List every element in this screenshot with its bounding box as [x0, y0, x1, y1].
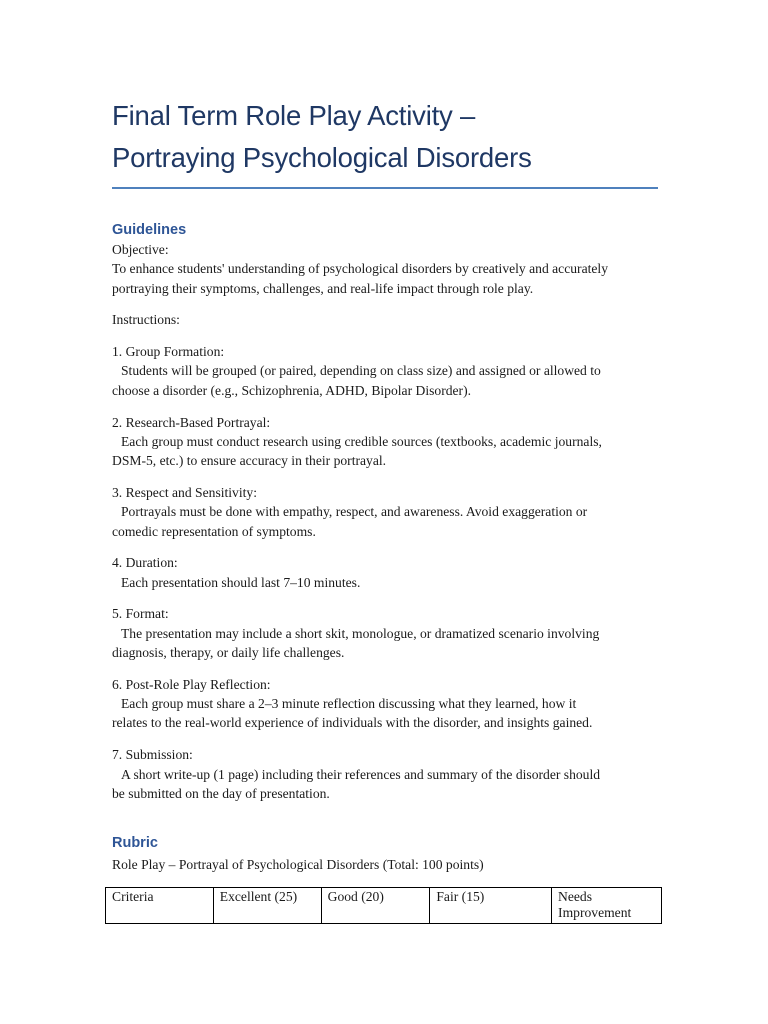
guidelines-heading: Guidelines	[112, 222, 187, 238]
instruction-text-line-2: comedic representation of symptoms.	[112, 523, 316, 539]
document-title	[112, 95, 658, 179]
instruction-item-3	[112, 483, 658, 541]
instruction-title: 1. Group Formation:	[112, 344, 225, 360]
instruction-item-2	[112, 413, 658, 471]
rubric-column-fair: Fair (15)	[430, 888, 552, 924]
document-title-line-1: Final Term Role Play Activity –	[112, 100, 476, 131]
instruction-item-6	[112, 675, 658, 733]
instruction-text-line-2: choose a disorder (e.g., Schizophrenia, ADHD, Bipolar Disorder).	[112, 382, 472, 398]
instruction-item-1	[112, 342, 658, 400]
instruction-text-line-2: be submitted on the day of presentation.	[112, 785, 330, 801]
instruction-title: 6. Post-Role Play Reflection:	[112, 676, 271, 692]
rubric-column-needs-improvement: Needs Improvement	[552, 888, 662, 924]
rubric-column-excellent: Excellent (25)	[213, 888, 321, 924]
instruction-text-line-2: diagnosis, therapy, or daily life challenges.	[112, 645, 345, 661]
instruction-text-line-2: DSM-5, etc.) to ensure accuracy in their portrayal.	[112, 453, 387, 469]
instruction-text-line-1: A short write-up (1 page) including their references and summary of the disorder should	[121, 766, 601, 782]
instruction-text-line-1: Each group must conduct research using credible sources (textbooks, academic journals,	[121, 433, 602, 449]
instruction-text-line-1: Students will be grouped (or paired, depending on class size) and assigned or allowed to	[121, 363, 601, 379]
rubric-heading: Rubric	[112, 835, 158, 852]
instructions-label: Instructions:	[112, 312, 180, 328]
instruction-text-line-2: relates to the real-world experience of individuals with the disorder, and insights gained.	[112, 715, 593, 731]
objective-text: To enhance students' understanding of psychological disorders by creatively and accurately portraying their symptoms, challenges, and real-life impact through role play.	[112, 261, 608, 296]
rubric-table	[105, 887, 662, 924]
rubric-column-criteria: Criteria	[106, 888, 214, 924]
document-page	[112, 95, 658, 924]
instruction-title: 4. Duration:	[112, 555, 178, 571]
instruction-item-7	[112, 745, 658, 803]
rubric-subtitle: Role Play – Portrayal of Psychological Disorders (Total: 100 points)	[112, 857, 484, 873]
instruction-text-line-1: Portrayals must be done with empathy, respect, and awareness. Avoid exaggeration or	[121, 504, 588, 520]
instruction-text-line-1: Each group must share a 2–3 minute reflection discussing what they learned, how it	[121, 696, 577, 712]
document-title-line-2: Portraying Psychological Disorders	[112, 142, 532, 173]
instruction-title: 3. Respect and Sensitivity:	[112, 484, 257, 500]
rubric-column-good: Good (20)	[321, 888, 430, 924]
instruction-title: 7. Submission:	[112, 747, 193, 763]
instruction-text-line-1: Each presentation should last 7–10 minutes.	[121, 574, 361, 590]
instruction-item-4	[112, 553, 658, 592]
instruction-item-5	[112, 604, 658, 662]
rubric-header-row	[106, 888, 662, 924]
title-divider	[112, 187, 658, 189]
objective-label: Objective:	[112, 242, 169, 257]
instruction-title: 2. Research-Based Portrayal:	[112, 414, 271, 430]
instruction-text-line-1: The presentation may include a short skit, monologue, or dramatized scenario involving	[121, 625, 600, 641]
instruction-title: 5. Format:	[112, 606, 169, 622]
